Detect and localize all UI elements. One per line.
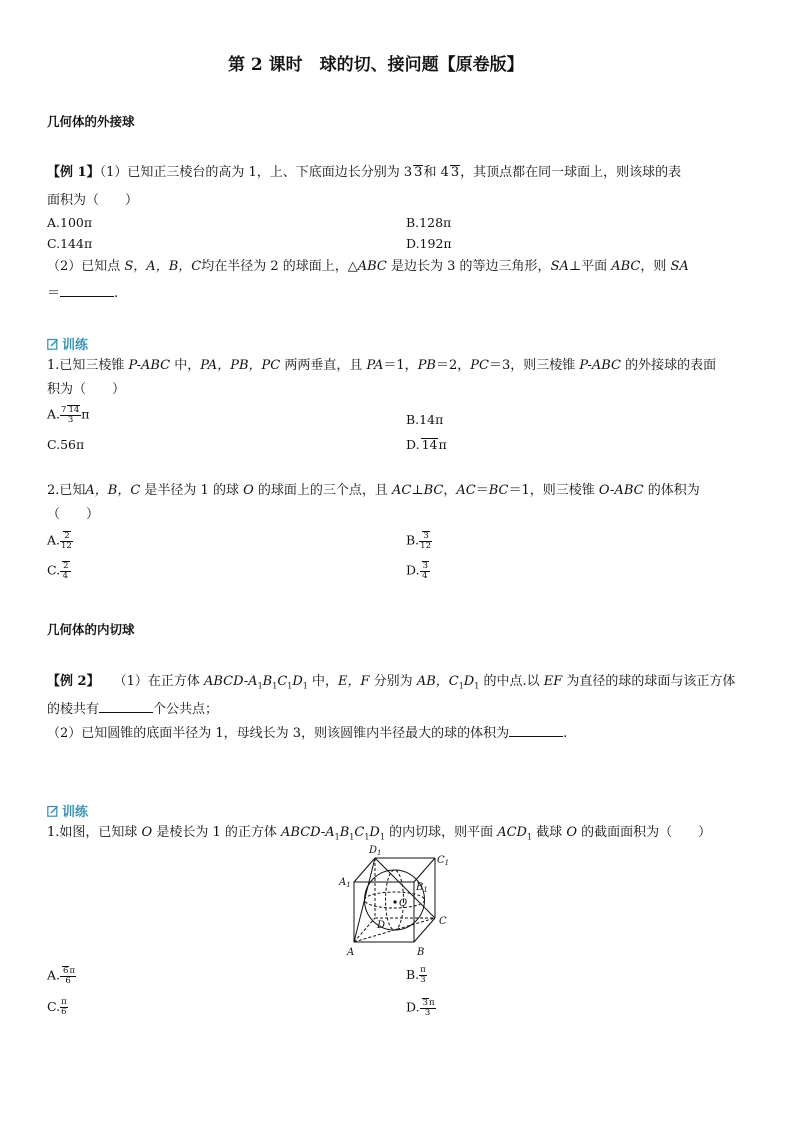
fraction: $\frac{\pi}{3}$ (420, 965, 426, 985)
training1-q2-line2: （ ） (47, 507, 100, 522)
vertex-label-a: A (347, 947, 355, 958)
training2-q1-option-a: A. $\frac{6\pi}{6}$ (47, 966, 76, 986)
example1-option-a: A.100π (47, 215, 93, 230)
training1-q1-line2: 积为（ ） (47, 382, 126, 397)
training2-q1-option-d: D. $\frac{3\pi}{3}$ (406, 998, 435, 1018)
training2-q1: 1.如图，已知球 O 是棱长为 1 的正方体 ABCD-$A_1B_1C_1D_1$ 的内切球，则平面 $ACD_1$ 截球 O 的截面面积为（ ） (47, 825, 712, 842)
edit-note-icon (47, 338, 59, 350)
training2-q1-option-c: C. $\frac{\pi}{6}$ (47, 997, 67, 1017)
fraction: $\frac{\pi}{6}$ (61, 997, 67, 1017)
example1-part2-line1: （2）已知点 S，A，B，C均在半径为 2 的球面上，△ABC 是边长为 3 的等边三角形，SA⊥平面 ABC，则 SA (47, 259, 689, 274)
example1-option-d: D.192π (406, 236, 452, 251)
section-heading-inscribed: 几何体的内切球 (47, 622, 135, 637)
fraction: $\frac{7 14}{3}$ (61, 405, 80, 425)
sqrt-expression: 3 (450, 165, 460, 180)
vertex-label-d: D (377, 920, 386, 931)
training-heading-1: 训练 (47, 334, 88, 353)
fraction: $\frac{3}{12}$ (420, 531, 431, 551)
page-title: 第 2 课时 球的切、接问题【原卷版】 (228, 55, 524, 75)
sphere-equator (365, 892, 425, 908)
vertex-label-d1: $D_1$ (369, 845, 382, 857)
training1-q1-option-a: A. $\frac{7 14}{3}$ π (47, 405, 90, 425)
training2-q1-option-b: B. $\frac{\pi}{3}$ (406, 965, 426, 985)
vertex-label-b: B (417, 947, 425, 958)
example1-tag: 【例 1】 (47, 165, 100, 180)
example1-line1: 【例 1】（1）已知正三棱台的高为 1，上、下底面边长分别为 3 3和 4 3，其顶点都在同一球面上，则该球的表 (47, 165, 682, 180)
cube-edge (414, 918, 435, 942)
inscribed-sphere (365, 870, 425, 930)
sqrt-expression: 14 (421, 437, 438, 452)
training1-q2-option-b: B. $\frac{3}{12}$ (406, 531, 431, 551)
example1-part2-line2: ＝ . (47, 286, 119, 301)
answer-blank[interactable] (60, 284, 114, 297)
sphere-center-dot (393, 900, 396, 903)
edit-note-icon (47, 805, 59, 817)
example2-line1: 【例 2】 （1）在正方体 ABCD-$A_1B_1C_1D_1$ 中，E，F 分别为 AB，$C_1D_1$ 的中点.以 EF 为直径的球的球面与该正方体 (47, 674, 736, 691)
vertex-label-c1: $C_1$ (437, 855, 450, 867)
answer-blank[interactable] (509, 724, 563, 737)
example2-tag: 【例 2】 (47, 674, 100, 689)
training1-q1-line1: 1.已知三棱锥 P-ABC 中，PA，PB，PC 两两垂直，且 PA＝1，PB＝2，PC＝3，则三棱锥 P-ABC 的外接球的表面 (47, 358, 717, 373)
training1-q1-option-b: B.14π (406, 412, 444, 427)
example1-option-b: B.128π (406, 215, 452, 230)
fraction: $\frac{2}{4}$ (60, 561, 70, 581)
example1-line2: 面积为（ ） (47, 193, 139, 208)
training1-q2-line1: 2.已知A，B，C 是半径为 1 的球 O 的球面上的三个点，且 AC⊥BC，AC＝BC＝1，则三棱锥 O-ABC 的体积为 (47, 483, 700, 498)
training1-q2-option-a: A. $\frac{2}{12}$ (47, 531, 72, 551)
vertex-label-a1: $A_1$ (339, 877, 351, 889)
vertex-label-c: C (439, 916, 447, 927)
center-label-o: O (399, 898, 408, 909)
example2-part2: （2）已知圆锥的底面半径为 1，母线长为 3，则该圆锥内半径最大的球的体积为 . (47, 726, 568, 741)
fraction: $\frac{3\pi}{3}$ (420, 998, 436, 1018)
section-heading-circumscribed: 几何体的外接球 (47, 114, 135, 129)
sqrt-expression: 3 (414, 165, 423, 180)
fraction: $\frac{6\pi}{6}$ (60, 966, 76, 986)
training1-q2-option-d: D. $\frac{3}{4}$ (406, 561, 428, 581)
cube-edge (414, 858, 435, 882)
fraction: $\frac{3}{4}$ (420, 561, 430, 581)
fraction: $\frac{2}{12}$ (61, 531, 72, 551)
answer-blank[interactable] (99, 700, 153, 713)
example1-option-c: C.144π (47, 236, 93, 251)
training1-q1-option-d: D. 14π (406, 437, 447, 452)
training1-q1-option-c: C.56π (47, 437, 85, 452)
example2-line2: 的棱共有 个公共点； (47, 702, 219, 717)
cube-inscribed-sphere-figure (335, 842, 465, 960)
training1-q2-option-c: C. $\frac{2}{4}$ (47, 561, 69, 581)
training-heading-2: 训练 (47, 801, 88, 820)
vertex-label-b1: $B_1$ (416, 882, 428, 894)
